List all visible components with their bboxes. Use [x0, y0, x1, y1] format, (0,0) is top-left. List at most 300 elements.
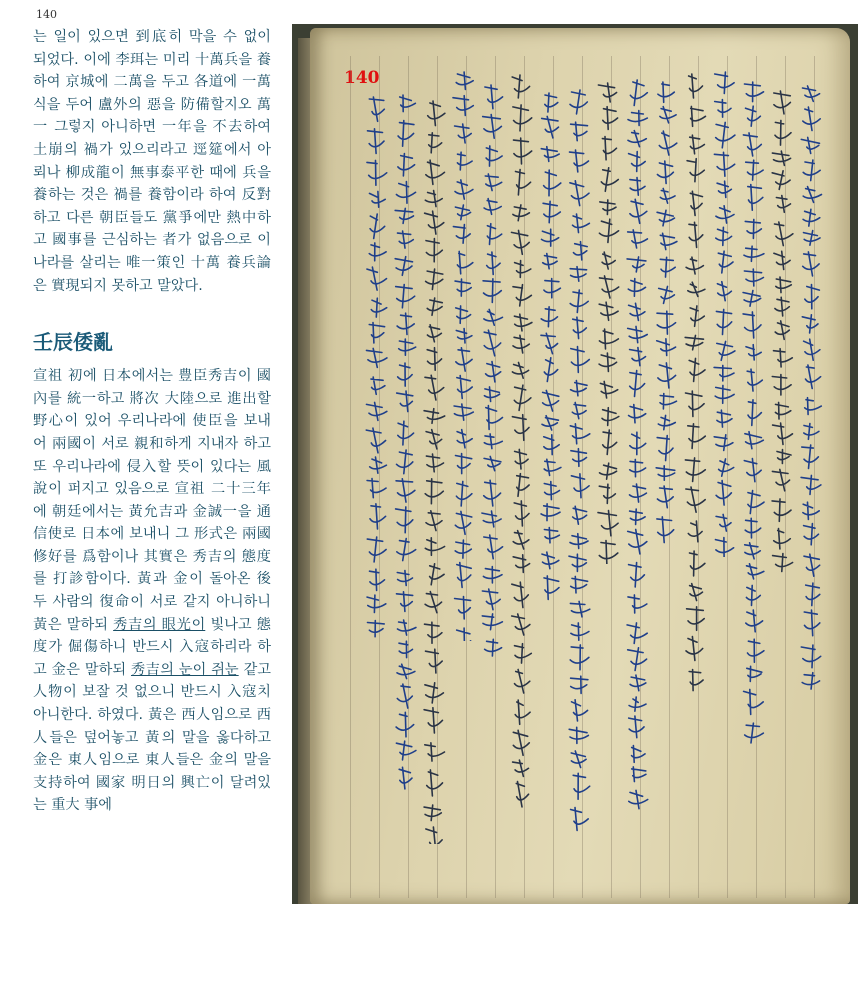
- handwritten-glyph: [803, 187, 821, 203]
- handwritten-glyph: [399, 767, 412, 789]
- handwritten-glyph: [629, 405, 646, 423]
- handwritten-glyph: [544, 459, 561, 475]
- handwritten-glyph: [574, 242, 588, 260]
- handwritten-glyph: [425, 622, 442, 643]
- handwritten-glyph: [774, 91, 791, 114]
- handwritten-glyph: [515, 700, 530, 724]
- handwritten-glyph: [453, 225, 470, 244]
- handwritten-glyph: [542, 416, 558, 430]
- handwritten-glyph: [632, 746, 645, 763]
- handwritten-glyph: [603, 430, 617, 454]
- handwritten-glyph: [802, 315, 818, 333]
- handwritten-glyph: [369, 97, 384, 121]
- handwritten-glyph: [426, 269, 443, 289]
- handwritten-glyph: [775, 297, 789, 316]
- handwritten-glyph: [515, 644, 532, 663]
- handwritten-glyph: [746, 345, 761, 360]
- handwritten-glyph: [716, 206, 734, 223]
- handwritten-glyph: [805, 285, 820, 309]
- handwritten-glyph: [628, 595, 647, 613]
- handwritten-glyph: [513, 105, 532, 131]
- handwritten-glyph: [513, 205, 530, 221]
- handwritten-column: [798, 82, 824, 862]
- handwritten-glyph: [483, 279, 501, 303]
- handwritten-glyph: [803, 86, 820, 101]
- handwritten-glyph: [659, 131, 677, 155]
- handwritten-glyph: [453, 96, 473, 116]
- handwritten-glyph: [456, 306, 471, 323]
- handwritten-glyph: [425, 191, 442, 207]
- handwritten-glyph: [371, 298, 386, 317]
- manuscript-page-number: 140: [344, 68, 380, 88]
- handwritten-glyph: [657, 436, 673, 461]
- handwritten-glyph: [369, 323, 384, 344]
- handwritten-glyph: [572, 403, 586, 419]
- handwritten-glyph: [512, 363, 528, 379]
- handwritten-glyph: [690, 306, 704, 326]
- handwritten-glyph: [599, 353, 617, 371]
- handwritten-glyph: [772, 171, 790, 190]
- handwritten-glyph: [396, 479, 415, 502]
- handwritten-glyph: [804, 610, 820, 636]
- handwritten-glyph: [571, 347, 590, 373]
- handwritten-glyph: [484, 535, 503, 559]
- handwritten-glyph: [573, 214, 590, 233]
- handwritten-glyph: [628, 279, 645, 297]
- handwritten-glyph: [660, 233, 677, 249]
- handwritten-glyph: [630, 80, 647, 106]
- handwritten-glyph: [512, 582, 529, 607]
- handwritten-glyph: [571, 808, 589, 831]
- handwritten-glyph: [517, 474, 529, 497]
- handwritten-glyph: [427, 348, 441, 371]
- handwritten-glyph: [629, 697, 646, 711]
- handwritten-glyph: [429, 133, 442, 153]
- handwritten-glyph: [745, 723, 764, 743]
- handwritten-glyph: [397, 539, 416, 561]
- body-text-column: [33, 26, 271, 817]
- handwritten-glyph: [774, 251, 790, 269]
- handwritten-glyph: [714, 365, 734, 381]
- handwritten-glyph: [367, 348, 387, 367]
- handwritten-column: [479, 81, 505, 861]
- handwritten-column: [740, 78, 766, 858]
- handwritten-glyph: [689, 358, 705, 381]
- handwritten-glyph: [745, 432, 763, 449]
- handwritten-glyph: [747, 666, 762, 681]
- handwritten-glyph: [395, 208, 413, 223]
- handwritten-glyph: [396, 741, 416, 760]
- handwritten-glyph: [715, 100, 731, 118]
- handwritten-glyph: [455, 597, 471, 619]
- handwritten-glyph: [801, 137, 819, 153]
- handwritten-glyph: [399, 339, 416, 355]
- handwritten-glyph: [685, 335, 703, 349]
- handwritten-glyph: [516, 782, 528, 807]
- handwritten-glyph: [486, 362, 501, 382]
- handwritten-glyph: [715, 72, 734, 93]
- handwritten-glyph: [627, 257, 646, 272]
- handwritten-glyph: [804, 231, 821, 246]
- handwritten-glyph: [397, 391, 413, 412]
- handwritten-glyph: [774, 349, 793, 367]
- handwritten-glyph: [515, 670, 530, 694]
- handwritten-column: [769, 87, 795, 867]
- handwritten-glyph: [367, 267, 387, 290]
- handwritten-glyph: [745, 518, 761, 538]
- handwritten-glyph: [570, 424, 590, 444]
- handwritten-glyph: [660, 257, 675, 277]
- handwritten-glyph: [658, 82, 674, 102]
- handwritten-glyph: [776, 277, 792, 293]
- handwritten-column: [566, 86, 592, 866]
- handwritten-glyph: [628, 326, 648, 342]
- handwritten-column: [624, 76, 650, 856]
- handwritten-glyph: [456, 329, 472, 343]
- handwritten-glyph: [719, 459, 734, 476]
- handwritten-glyph: [367, 402, 387, 420]
- handwritten-glyph: [717, 181, 731, 197]
- handwritten-glyph: [599, 329, 618, 349]
- handwritten-glyph: [512, 614, 530, 635]
- handwritten-glyph: [541, 307, 557, 327]
- handwritten-glyph: [573, 773, 590, 799]
- handwritten-glyph: [544, 435, 560, 455]
- handwritten-glyph: [425, 538, 444, 556]
- handwritten-glyph: [513, 531, 529, 549]
- manuscript-photo: [292, 24, 858, 904]
- handwritten-glyph: [570, 290, 588, 313]
- handwritten-glyph: [425, 375, 444, 400]
- handwritten-glyph: [516, 170, 531, 195]
- handwritten-glyph: [455, 205, 470, 220]
- handwritten-glyph: [397, 664, 415, 678]
- handwritten-glyph: [777, 450, 791, 464]
- handwritten-glyph: [457, 251, 472, 273]
- handwritten-glyph: [657, 339, 676, 356]
- paragraph-imjin-part-b: 빛나고 態度가 倔傷하니 반드시 入寇하리라 하고 金은 말하되: [33, 616, 271, 678]
- handwritten-glyph: [803, 252, 819, 276]
- handwritten-glyph: [514, 385, 531, 410]
- handwritten-glyph: [370, 569, 385, 590]
- handwritten-glyph: [718, 251, 733, 273]
- handwritten-glyph: [629, 563, 645, 587]
- handwritten-glyph: [689, 222, 703, 247]
- handwritten-glyph: [772, 151, 790, 165]
- handwritten-glyph: [396, 507, 413, 533]
- handwritten-glyph: [630, 178, 645, 196]
- handwritten-glyph: [716, 309, 731, 334]
- handwritten-glyph: [426, 430, 442, 449]
- handwritten-glyph: [571, 676, 588, 693]
- handwritten-glyph: [772, 469, 789, 490]
- handwritten-glyph: [543, 201, 560, 222]
- handwritten-glyph: [571, 576, 588, 593]
- handwritten-glyph: [628, 111, 647, 126]
- handwritten-glyph: [716, 227, 732, 245]
- page-number: 140: [36, 8, 57, 21]
- handwritten-glyph: [657, 161, 673, 184]
- handwritten-glyph: [456, 72, 473, 89]
- handwritten-glyph: [689, 74, 703, 98]
- handwritten-glyph: [545, 93, 558, 112]
- handwritten-glyph: [395, 257, 412, 276]
- handwritten-glyph: [514, 138, 532, 164]
- handwritten-column: [595, 79, 621, 859]
- handwritten-glyph: [630, 199, 647, 223]
- handwritten-glyph: [396, 712, 414, 737]
- handwritten-glyph: [598, 511, 618, 536]
- handwritten-glyph: [571, 449, 587, 467]
- handwritten-glyph: [801, 645, 820, 668]
- handwritten-glyph: [544, 528, 559, 543]
- handwritten-glyph: [484, 199, 501, 215]
- handwritten-glyph: [717, 282, 731, 301]
- handwritten-glyph: [513, 555, 529, 573]
- handwritten-glyph: [398, 620, 416, 635]
- handwritten-glyph: [775, 321, 789, 340]
- handwritten-glyph: [689, 670, 703, 691]
- handwritten-glyph: [398, 154, 415, 176]
- handwritten-glyph: [599, 484, 615, 503]
- handwritten-glyph: [370, 214, 385, 238]
- handwritten-glyph: [427, 325, 441, 342]
- handwritten-glyph: [513, 730, 529, 755]
- handwritten-glyph: [748, 185, 763, 211]
- handwritten-glyph: [569, 727, 588, 743]
- handwritten-glyph: [398, 363, 412, 386]
- handwritten-glyph: [658, 363, 676, 388]
- handwritten-glyph: [487, 252, 500, 274]
- handwritten-glyph: [775, 222, 793, 246]
- handwritten-glyph: [744, 269, 763, 286]
- manuscript-page: [310, 28, 850, 904]
- handwritten-glyph: [544, 482, 559, 500]
- handwritten-glyph: [426, 649, 443, 673]
- handwritten-glyph: [599, 302, 618, 320]
- handwritten-glyph: [774, 529, 791, 549]
- handwritten-glyph: [397, 592, 413, 612]
- handwritten-glyph: [629, 716, 644, 738]
- handwritten-glyph: [543, 254, 557, 269]
- handwritten-glyph: [688, 282, 705, 296]
- handwritten-glyph: [657, 210, 674, 226]
- handwritten-glyph: [656, 466, 675, 480]
- handwritten-glyph: [369, 243, 386, 261]
- handwritten-glyph: [570, 645, 589, 670]
- handwritten-glyph: [512, 415, 529, 441]
- handwritten-glyph: [424, 409, 445, 424]
- handwritten-glyph: [485, 174, 501, 191]
- handwritten-glyph: [486, 406, 503, 430]
- handwritten-glyph: [744, 459, 761, 482]
- handwritten-glyph: [748, 400, 761, 426]
- underlined-phrase-eye-light: 秀吉의 眼光이: [113, 616, 206, 633]
- handwritten-glyph: [627, 623, 647, 644]
- ruling-line: [350, 56, 351, 898]
- handwritten-glyph: [747, 564, 764, 579]
- handwritten-glyph: [424, 708, 442, 733]
- handwritten-glyph: [454, 404, 473, 420]
- handwritten-glyph: [801, 475, 821, 494]
- handwritten-glyph: [514, 314, 532, 331]
- handwritten-glyph: [746, 160, 763, 180]
- handwritten-glyph: [367, 160, 387, 185]
- handwritten-glyph: [424, 805, 441, 821]
- handwritten-glyph: [571, 623, 589, 640]
- handwritten-column: [392, 91, 418, 871]
- handwritten-glyph: [399, 641, 413, 657]
- handwritten-glyph: [484, 387, 499, 402]
- handwritten-glyph: [512, 230, 530, 254]
- handwritten-glyph: [426, 827, 442, 844]
- handwritten-glyph: [455, 124, 472, 143]
- handwritten-glyph: [715, 385, 734, 403]
- handwritten-glyph: [486, 146, 502, 166]
- handwritten-glyph: [425, 743, 445, 761]
- handwritten-glyph: [804, 524, 819, 545]
- handwritten-glyph: [457, 152, 472, 170]
- handwritten-glyph: [717, 341, 735, 360]
- handwritten-glyph: [688, 424, 706, 449]
- handwritten-glyph: [570, 534, 588, 549]
- handwritten-glyph: [630, 675, 646, 691]
- handwritten-glyph: [598, 83, 616, 102]
- handwritten-glyph: [396, 182, 415, 204]
- handwritten-glyph: [773, 423, 793, 444]
- handwritten-glyph: [398, 421, 414, 445]
- handwritten-glyph: [691, 106, 706, 126]
- handwritten-glyph: [601, 168, 618, 192]
- handwritten-glyph: [513, 285, 531, 306]
- handwritten-glyph: [427, 770, 443, 796]
- handwritten-glyph: [658, 415, 675, 429]
- handwritten-glyph: [602, 252, 615, 269]
- handwritten-glyph: [744, 689, 764, 714]
- handwritten-glyph: [657, 486, 673, 508]
- handwritten-glyph: [571, 751, 586, 768]
- handwritten-glyph: [398, 121, 414, 147]
- handwritten-glyph: [425, 683, 444, 703]
- handwritten-glyph: [716, 481, 731, 506]
- handwritten-glyph: [455, 540, 471, 558]
- handwritten-glyph: [571, 122, 588, 141]
- handwritten-glyph: [457, 563, 471, 588]
- handwritten-glyph: [513, 760, 529, 776]
- handwritten-glyph: [397, 313, 414, 334]
- handwritten-glyph: [686, 637, 703, 661]
- handwritten-glyph: [603, 107, 618, 130]
- handwritten-column: [450, 68, 476, 848]
- handwritten-glyph: [743, 291, 761, 307]
- handwritten-glyph: [743, 312, 761, 338]
- handwritten-glyph: [630, 459, 646, 476]
- handwritten-glyph: [804, 424, 819, 440]
- handwritten-glyph: [602, 408, 619, 426]
- handwritten-glyph: [368, 129, 385, 154]
- handwritten-glyph: [600, 200, 616, 215]
- handwritten-glyph: [541, 147, 559, 162]
- handwritten-glyph: [482, 511, 501, 527]
- handwritten-glyph: [455, 628, 471, 641]
- handwritten-glyph: [745, 82, 764, 102]
- handwritten-column: [508, 71, 534, 851]
- handwritten-glyph: [743, 133, 761, 156]
- handwritten-glyph: [484, 434, 502, 449]
- handwritten-glyph: [687, 159, 704, 182]
- handwritten-glyph: [455, 511, 472, 534]
- handwritten-glyph: [367, 595, 386, 612]
- handwritten-glyph: [746, 610, 763, 632]
- underlined-phrase-rat-eye: 秀吉의 눈이 쥐눈: [130, 661, 239, 678]
- handwritten-glyph: [632, 767, 646, 782]
- handwritten-glyph: [686, 487, 705, 512]
- handwritten-glyph: [427, 298, 442, 315]
- handwritten-glyph: [686, 391, 705, 417]
- handwritten-glyph: [659, 286, 675, 303]
- handwritten-glyph: [657, 517, 674, 543]
- handwritten-glyph: [600, 463, 617, 479]
- handwritten-glyph: [456, 348, 472, 371]
- handwritten-glyph: [716, 514, 731, 531]
- handwritten-glyph: [630, 348, 646, 366]
- handwritten-glyph: [570, 267, 586, 282]
- handwritten-glyph: [803, 502, 819, 519]
- handwritten-glyph: [776, 196, 790, 213]
- handwritten-glyph: [772, 375, 791, 396]
- handwritten-glyph: [426, 511, 442, 531]
- handwritten-glyph: [660, 189, 675, 204]
- handwritten-glyph: [570, 601, 589, 617]
- handwritten-glyph: [690, 551, 705, 576]
- handwritten-glyph: [629, 790, 648, 808]
- handwritten-glyph: [544, 358, 557, 382]
- handwritten-glyph: [599, 541, 618, 565]
- handwritten-glyph: [803, 209, 820, 226]
- handwritten-glyph: [484, 309, 503, 325]
- handwritten-glyph: [629, 303, 645, 320]
- handwritten-glyph: [717, 410, 732, 427]
- handwritten-glyph: [687, 607, 705, 631]
- handwritten-glyph: [746, 106, 761, 126]
- handwritten-glyph: [370, 457, 387, 473]
- handwritten-glyph: [370, 504, 386, 529]
- handwritten-glyph: [804, 554, 820, 576]
- handwritten-glyph: [690, 191, 702, 215]
- handwritten-glyph: [571, 474, 589, 498]
- handwritten-glyph: [745, 219, 761, 238]
- handwritten-glyph: [512, 75, 529, 98]
- handwritten-glyph: [542, 552, 559, 569]
- handwritten-glyph: [513, 335, 529, 353]
- handwritten-glyph: [685, 458, 705, 482]
- handwritten-glyph: [572, 700, 588, 721]
- handwritten-glyph: [716, 538, 734, 557]
- section-heading: 壬辰倭亂: [33, 330, 113, 355]
- handwritten-glyph: [544, 576, 559, 600]
- handwritten-glyph: [457, 376, 472, 399]
- handwritten-glyph: [630, 432, 646, 454]
- handwritten-glyph: [397, 571, 412, 586]
- handwritten-glyph: [748, 639, 764, 662]
- handwritten-glyph: [772, 499, 791, 521]
- handwritten-glyph: [455, 279, 471, 296]
- handwritten-glyph: [602, 137, 616, 160]
- paragraph-yangbyeong: 는 일이 있으면 到底히 막을 수 없이 되었다. 이에 李珥는 미리 十萬兵을 養하여 京城에 二萬을 두고 各道에 一萬식을 두어 盧外의 惡을 防備할지오 萬一 그렇지 아니하면 一年을 不去하여 土崩의 禍가 있으리라고 逕筵에서 아뢰나 柳成龍이 無事泰平한 때에 兵을 養하는 것은 禍를 養함이라 하여 反對하고 다른 朝臣들도 黨爭에만 熱中하고 國事를 근심하는 者가 없음으로 이 나라를 살리는 唯一策인 十萬 養兵論은 實現되지 못하고 말았다.: [33, 29, 271, 294]
- handwritten-glyph: [367, 537, 386, 562]
- handwritten-glyph: [573, 317, 587, 338]
- handwritten-glyph: [629, 152, 646, 172]
